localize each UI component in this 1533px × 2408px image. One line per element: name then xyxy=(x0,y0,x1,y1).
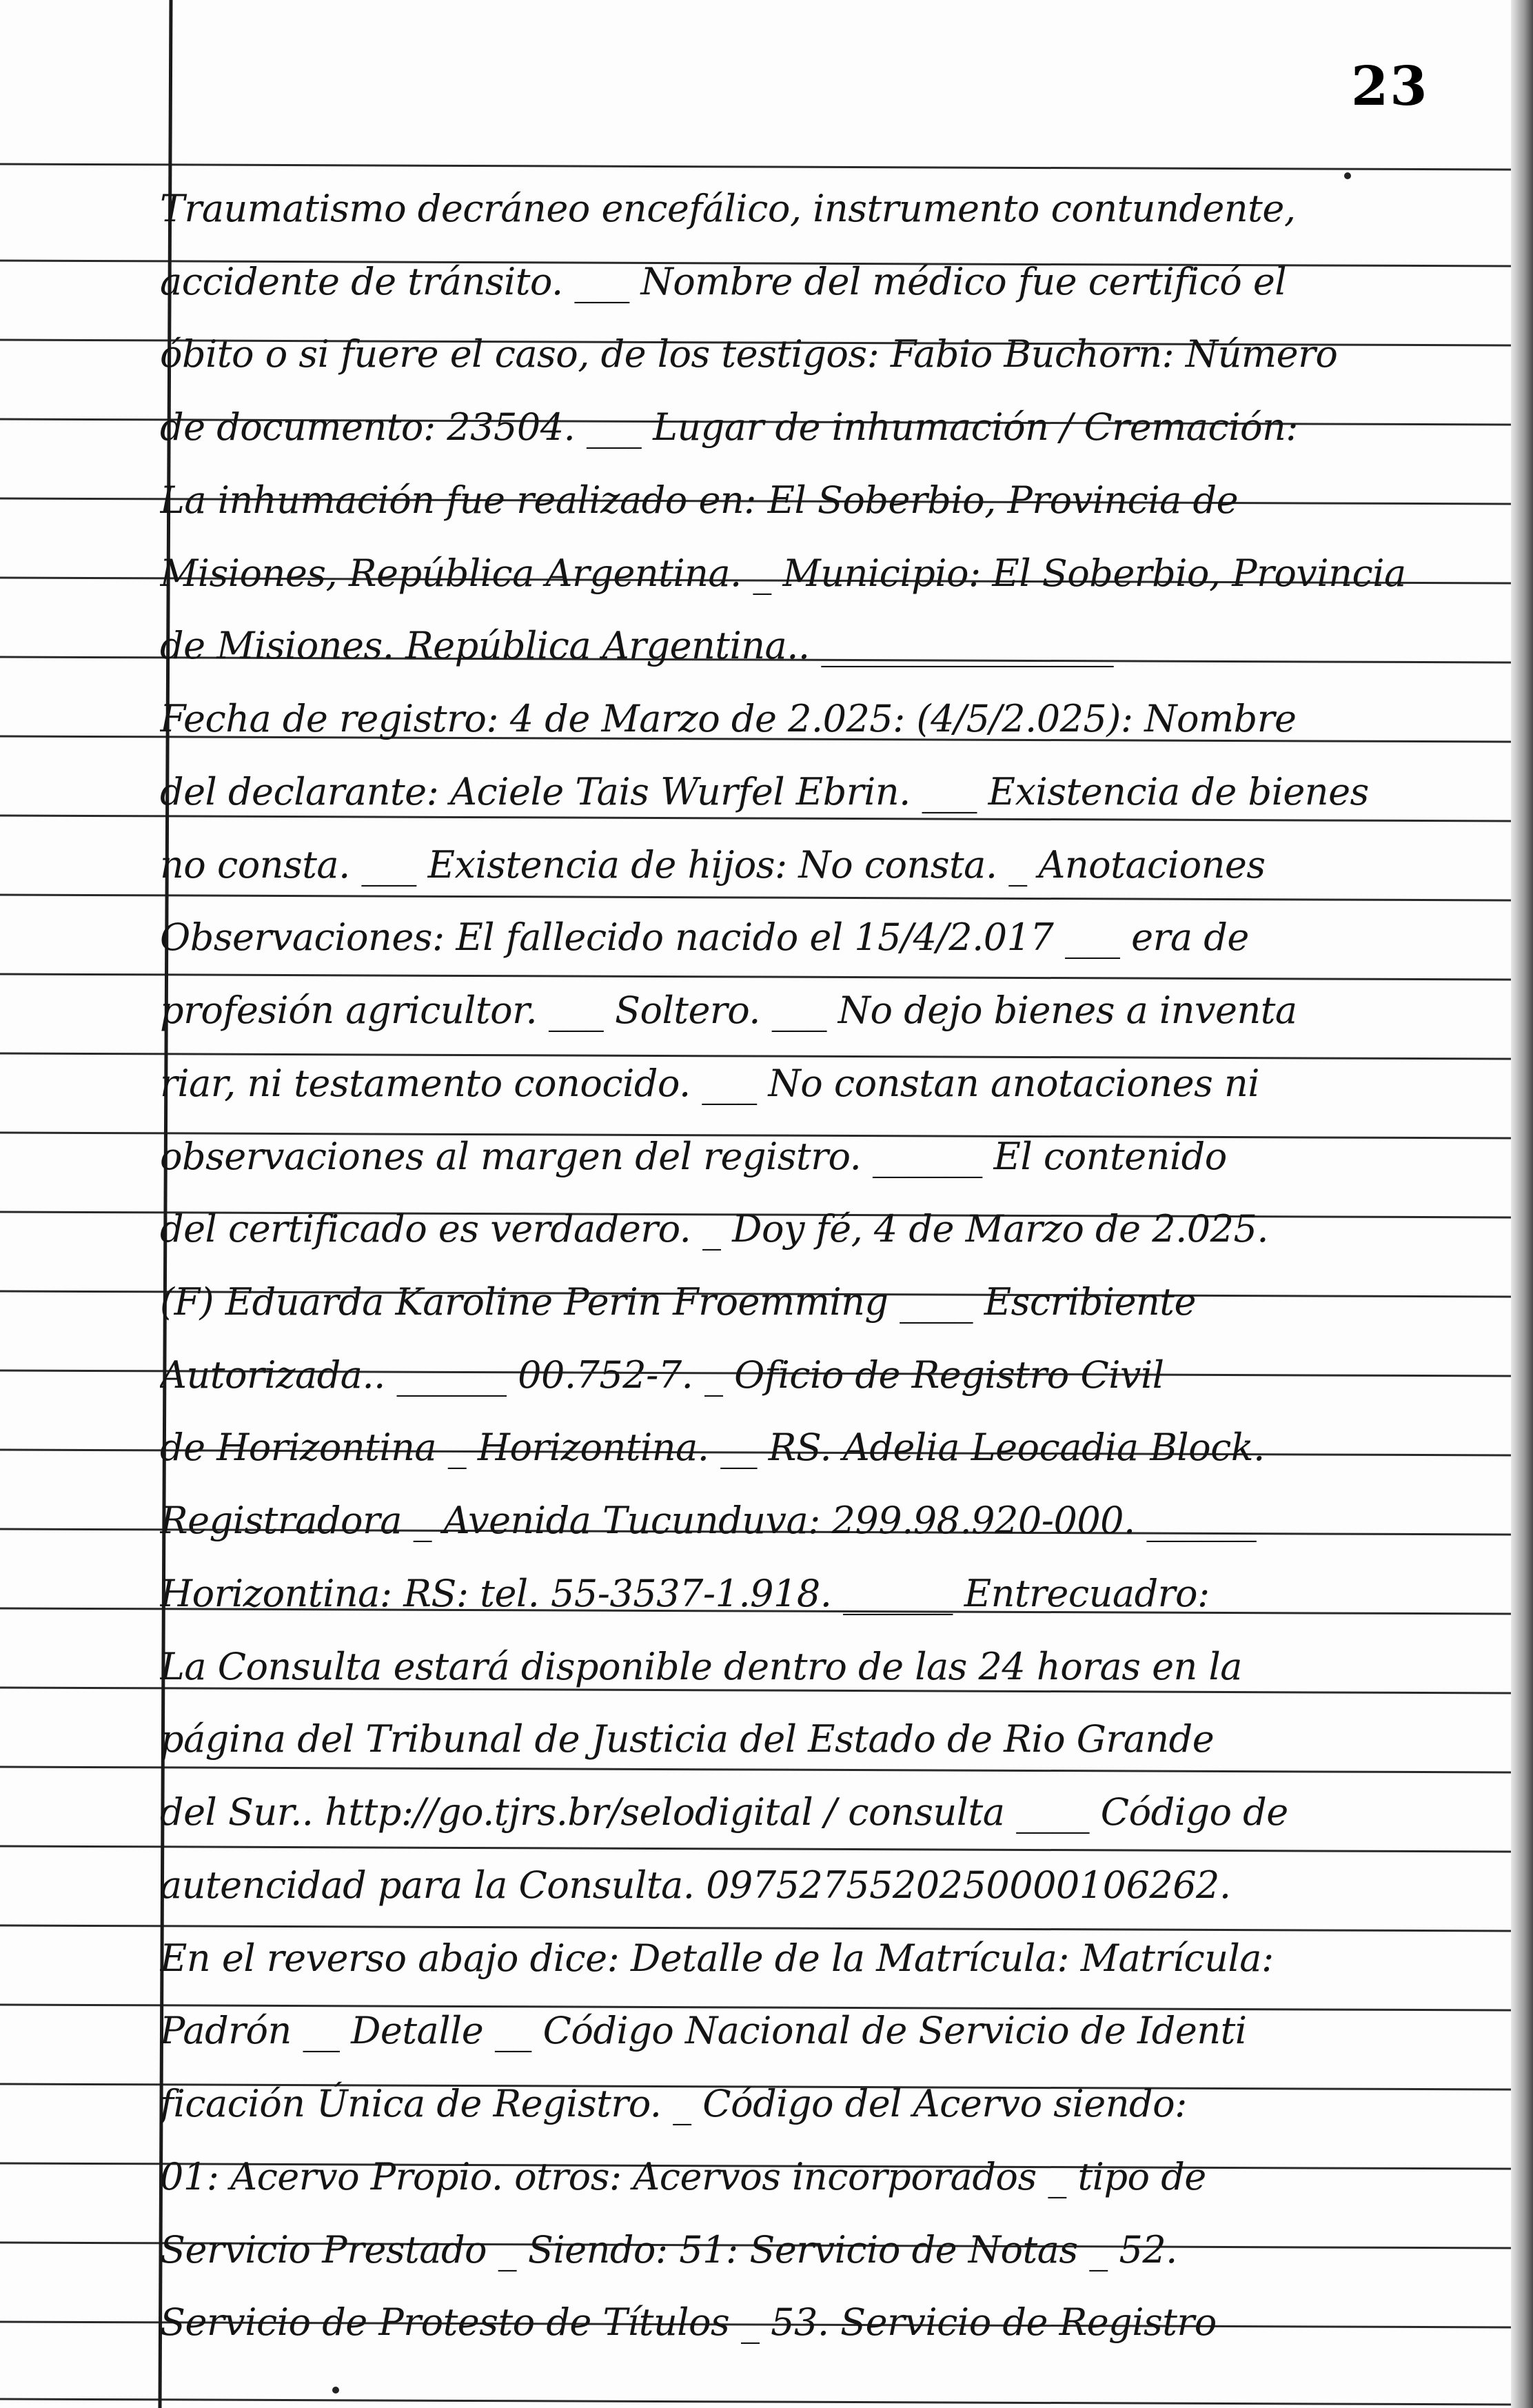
text-line-22: página del Tribunal de Justicia del Estado de Rio Grande xyxy=(160,1717,1215,1761)
text-line-11: Observaciones: El fallecido nacido el 15/4/2.017 ___ era de xyxy=(160,915,1249,959)
text-line-26: Padrón __ Detalle __ Código Nacional de Servicio de Identi xyxy=(160,2009,1247,2052)
text-line-14: observaciones al margen del registro. ______ El contenido xyxy=(160,1135,1227,1178)
text-line-27: ficación Única de Registro. _ Código del Acervo siendo: xyxy=(160,2082,1187,2125)
text-line-19: Registradora _ Avenida Tucunduva: 299.98.920-000. ______ xyxy=(160,1499,1257,1542)
text-line-4: de documento: 23504. ___ Lugar de inhumación / Cremación: xyxy=(160,405,1298,449)
text-line-7: de Misiones. República Argentina.. ________________ xyxy=(160,624,1114,667)
text-line-21: La Consulta estará disponible dentro de las 24 horas en la xyxy=(160,1645,1242,1688)
text-line-2: accidente de tránsito. ___ Nombre del médico fue certificó el xyxy=(160,260,1287,303)
page-number: 23 xyxy=(1351,55,1429,118)
text-line-3: óbito o si fuere el caso, de los testigos: Fabio Buchorn: Número xyxy=(160,332,1338,376)
ink-speck xyxy=(332,2387,339,2394)
text-line-15: del certificado es verdadero. _ Doy fé, 4 de Marzo de 2.025. xyxy=(160,1207,1268,1251)
text-line-23: del Sur.. http://go.tjrs.br/selodigital / consulta ____ Código de xyxy=(160,1790,1288,1834)
text-line-30: Servicio de Protesto de Títulos _ 53. Servicio de Registro xyxy=(160,2300,1217,2344)
page-edge-shadow xyxy=(1511,0,1533,2408)
text-line-9: del declarante: Aciele Tais Wurfel Ebrin. ___ Existencia de bienes xyxy=(160,770,1369,813)
text-line-24: autencidad para la Consulta. 0975275520250000106262. xyxy=(160,1863,1231,1907)
text-line-12: profesión agricultor. ___ Soltero. ___ No dejo bienes a inventa xyxy=(160,989,1297,1032)
text-line-20: Horizontina: RS: tel. 55-3537-1.918. ______ Entrecuadro: xyxy=(160,1572,1210,1615)
ink-speck xyxy=(1344,172,1351,179)
text-line-8: Fecha de registro: 4 de Marzo de 2.025: (4/5/2.025): Nombre xyxy=(160,697,1297,740)
text-line-29: Servicio Prestado _ Siendo: 51: Servicio de Notas _ 52. xyxy=(160,2228,1177,2272)
text-line-18: de Horizontina _ Horizontina. __ RS. Adelia Leocadia Block. xyxy=(160,1426,1265,1469)
text-line-17: Autorizada.. ______ 00.752-7. _ Oficio de Registro Civil xyxy=(160,1353,1164,1397)
text-line-28: 01: Acervo Propio. otros: Acervos incorporados _ tipo de xyxy=(160,2155,1206,2198)
text-line-25: En el reverso abajo dice: Detalle de la Matrícula: Matrícula: xyxy=(160,1936,1274,1980)
text-line-10: no consta. ___ Existencia de hijos: No consta. _ Anotaciones xyxy=(160,843,1266,887)
text-line-5: La inhumación fue realizado en: El Soberbio, Provincia de xyxy=(160,478,1239,522)
text-line-16: (F) Eduarda Karoline Perin Froemming ____ Escribiente xyxy=(160,1280,1196,1324)
text-line-6: Misiones, República Argentina. _ Municipio: El Soberbio, Provincia xyxy=(160,552,1406,595)
text-line-13: riar, ni testamento conocido. ___ No constan anotaciones ni xyxy=(160,1062,1260,1105)
text-line-1: Traumatismo decráneo encefálico, instrumento contundente, xyxy=(160,187,1296,230)
